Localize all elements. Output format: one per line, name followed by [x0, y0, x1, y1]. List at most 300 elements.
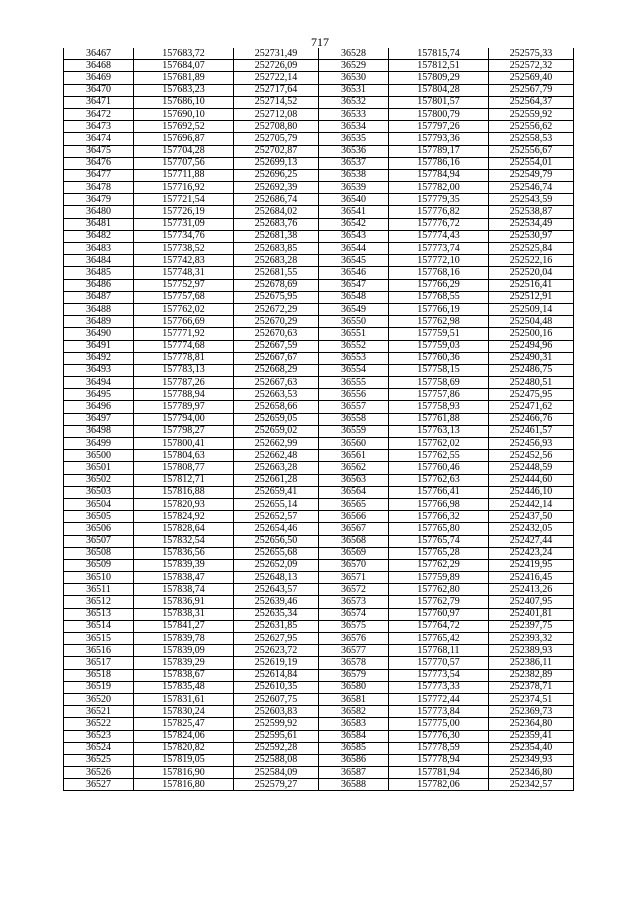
- cell-x-coordinate: 157762,02: [389, 438, 489, 450]
- cell-x-coordinate: 157839,78: [134, 633, 234, 645]
- cell-x-coordinate: 157815,74: [389, 48, 489, 60]
- cell-point-number: 36565: [319, 498, 389, 510]
- cell-y-coordinate: 252658,66: [234, 401, 319, 413]
- cell-y-coordinate: 252708,80: [234, 121, 319, 133]
- cell-point-number: 36568: [319, 535, 389, 547]
- cell-x-coordinate: 157773,54: [389, 669, 489, 681]
- cell-y-coordinate: 252714,52: [234, 96, 319, 108]
- table-row: [64, 48, 574, 60]
- cell-y-coordinate: 252554,01: [489, 157, 574, 169]
- cell-y-coordinate: 252546,74: [489, 182, 574, 194]
- cell-y-coordinate: 252627,95: [234, 633, 319, 645]
- cell-point-number: 36521: [64, 706, 134, 718]
- table-row: [64, 230, 574, 242]
- cell-point-number: 36552: [319, 340, 389, 352]
- cell-x-coordinate: 157804,63: [134, 450, 234, 462]
- cell-x-coordinate: 157812,51: [389, 60, 489, 72]
- cell-x-coordinate: 157782,00: [389, 182, 489, 194]
- cell-y-coordinate: 252437,50: [489, 511, 574, 523]
- cell-point-number: 36566: [319, 511, 389, 523]
- cell-point-number: 36467: [64, 48, 134, 60]
- cell-y-coordinate: 252659,05: [234, 413, 319, 425]
- cell-y-coordinate: 252525,84: [489, 243, 574, 255]
- cell-point-number: 36562: [319, 462, 389, 474]
- table-row: [64, 60, 574, 72]
- cell-x-coordinate: 157839,39: [134, 559, 234, 571]
- cell-point-number: 36577: [319, 645, 389, 657]
- cell-y-coordinate: 252588,08: [234, 754, 319, 766]
- cell-y-coordinate: 252684,02: [234, 206, 319, 218]
- table-row: [64, 352, 574, 364]
- cell-y-coordinate: 252397,75: [489, 620, 574, 632]
- table-row: [64, 194, 574, 206]
- table-row: [64, 572, 574, 584]
- table-row: [64, 706, 574, 718]
- cell-x-coordinate: 157738,52: [134, 243, 234, 255]
- cell-point-number: 36485: [64, 267, 134, 279]
- cell-y-coordinate: 252494,96: [489, 340, 574, 352]
- cell-point-number: 36495: [64, 389, 134, 401]
- cell-x-coordinate: 157760,97: [389, 608, 489, 620]
- cell-y-coordinate: 252346,80: [489, 767, 574, 779]
- cell-point-number: 36533: [319, 108, 389, 120]
- table-row: [64, 121, 574, 133]
- cell-y-coordinate: 252534,49: [489, 218, 574, 230]
- cell-y-coordinate: 252662,48: [234, 450, 319, 462]
- cell-point-number: 36582: [319, 706, 389, 718]
- table-row: [64, 267, 574, 279]
- cell-y-coordinate: 252631,85: [234, 620, 319, 632]
- cell-y-coordinate: 252382,89: [489, 669, 574, 681]
- cell-y-coordinate: 252663,53: [234, 389, 319, 401]
- cell-y-coordinate: 252667,59: [234, 340, 319, 352]
- table-row: [64, 255, 574, 267]
- cell-point-number: 36493: [64, 364, 134, 376]
- cell-y-coordinate: 252369,73: [489, 706, 574, 718]
- cell-x-coordinate: 157765,80: [389, 523, 489, 535]
- cell-y-coordinate: 252564,37: [489, 96, 574, 108]
- cell-x-coordinate: 157781,94: [389, 767, 489, 779]
- cell-point-number: 36530: [319, 72, 389, 84]
- table-row: [64, 547, 574, 559]
- table-row: [64, 633, 574, 645]
- cell-point-number: 36523: [64, 730, 134, 742]
- cell-x-coordinate: 157766,32: [389, 511, 489, 523]
- table-row: [64, 169, 574, 181]
- cell-y-coordinate: 252603,83: [234, 706, 319, 718]
- cell-x-coordinate: 157760,46: [389, 462, 489, 474]
- cell-x-coordinate: 157778,94: [389, 754, 489, 766]
- table-row: [64, 279, 574, 291]
- cell-y-coordinate: 252670,63: [234, 328, 319, 340]
- cell-x-coordinate: 157835,48: [134, 681, 234, 693]
- cell-y-coordinate: 252610,35: [234, 681, 319, 693]
- cell-point-number: 36557: [319, 401, 389, 413]
- cell-point-number: 36510: [64, 572, 134, 584]
- cell-x-coordinate: 157804,28: [389, 84, 489, 96]
- cell-y-coordinate: 252349,93: [489, 754, 574, 766]
- cell-x-coordinate: 157782,06: [389, 779, 489, 791]
- cell-point-number: 36468: [64, 60, 134, 72]
- cell-x-coordinate: 157824,06: [134, 730, 234, 742]
- cell-x-coordinate: 157801,57: [389, 96, 489, 108]
- cell-y-coordinate: 252461,57: [489, 425, 574, 437]
- cell-point-number: 36473: [64, 121, 134, 133]
- cell-point-number: 36503: [64, 486, 134, 498]
- cell-point-number: 36482: [64, 230, 134, 242]
- cell-x-coordinate: 157831,61: [134, 693, 234, 705]
- cell-y-coordinate: 252558,53: [489, 133, 574, 145]
- table-row: [64, 462, 574, 474]
- cell-point-number: 36540: [319, 194, 389, 206]
- cell-point-number: 36476: [64, 157, 134, 169]
- cell-y-coordinate: 252652,57: [234, 511, 319, 523]
- cell-y-coordinate: 252559,92: [489, 108, 574, 120]
- cell-point-number: 36584: [319, 730, 389, 742]
- cell-point-number: 36494: [64, 377, 134, 389]
- cell-point-number: 36487: [64, 291, 134, 303]
- cell-y-coordinate: 252619,19: [234, 657, 319, 669]
- cell-x-coordinate: 157816,80: [134, 779, 234, 791]
- cell-point-number: 36573: [319, 596, 389, 608]
- cell-x-coordinate: 157761,88: [389, 413, 489, 425]
- cell-point-number: 36580: [319, 681, 389, 693]
- cell-point-number: 36535: [319, 133, 389, 145]
- cell-point-number: 36586: [319, 754, 389, 766]
- cell-point-number: 36547: [319, 279, 389, 291]
- table-row: [64, 523, 574, 535]
- cell-point-number: 36526: [64, 767, 134, 779]
- cell-point-number: 36555: [319, 377, 389, 389]
- cell-y-coordinate: 252416,45: [489, 572, 574, 584]
- cell-y-coordinate: 252717,64: [234, 84, 319, 96]
- cell-y-coordinate: 252512,91: [489, 291, 574, 303]
- cell-y-coordinate: 252692,39: [234, 182, 319, 194]
- cell-y-coordinate: 252466,76: [489, 413, 574, 425]
- cell-x-coordinate: 157768,16: [389, 267, 489, 279]
- cell-point-number: 36553: [319, 352, 389, 364]
- cell-x-coordinate: 157808,77: [134, 462, 234, 474]
- cell-point-number: 36504: [64, 498, 134, 510]
- cell-y-coordinate: 252556,62: [489, 121, 574, 133]
- cell-point-number: 36574: [319, 608, 389, 620]
- cell-y-coordinate: 252592,28: [234, 742, 319, 754]
- cell-x-coordinate: 157758,15: [389, 364, 489, 376]
- cell-point-number: 36543: [319, 230, 389, 242]
- cell-x-coordinate: 157776,82: [389, 206, 489, 218]
- table-row: [64, 364, 574, 376]
- cell-y-coordinate: 252342,57: [489, 779, 574, 791]
- table-row: [64, 340, 574, 352]
- cell-point-number: 36484: [64, 255, 134, 267]
- cell-y-coordinate: 252607,75: [234, 693, 319, 705]
- cell-x-coordinate: 157774,68: [134, 340, 234, 352]
- cell-y-coordinate: 252448,59: [489, 462, 574, 474]
- cell-y-coordinate: 252655,14: [234, 498, 319, 510]
- cell-point-number: 36514: [64, 620, 134, 632]
- cell-x-coordinate: 157776,72: [389, 218, 489, 230]
- cell-point-number: 36549: [319, 303, 389, 315]
- cell-x-coordinate: 157721,54: [134, 194, 234, 206]
- cell-point-number: 36542: [319, 218, 389, 230]
- cell-x-coordinate: 157757,86: [389, 389, 489, 401]
- cell-x-coordinate: 157830,24: [134, 706, 234, 718]
- cell-x-coordinate: 157762,55: [389, 450, 489, 462]
- cell-point-number: 36536: [319, 145, 389, 157]
- cell-x-coordinate: 157773,84: [389, 706, 489, 718]
- table-row: [64, 401, 574, 413]
- cell-point-number: 36470: [64, 84, 134, 96]
- table-row: [64, 145, 574, 157]
- cell-x-coordinate: 157711,88: [134, 169, 234, 181]
- cell-point-number: 36499: [64, 438, 134, 450]
- table-row: [64, 72, 574, 84]
- cell-point-number: 36480: [64, 206, 134, 218]
- page-number: 717: [311, 35, 329, 49]
- cell-x-coordinate: 157778,59: [389, 742, 489, 754]
- cell-x-coordinate: 157686,10: [134, 96, 234, 108]
- cell-x-coordinate: 157789,17: [389, 145, 489, 157]
- cell-y-coordinate: 252490,31: [489, 352, 574, 364]
- cell-point-number: 36525: [64, 754, 134, 766]
- cell-x-coordinate: 157766,69: [134, 316, 234, 328]
- cell-y-coordinate: 252393,32: [489, 633, 574, 645]
- cell-x-coordinate: 157770,57: [389, 657, 489, 669]
- cell-y-coordinate: 252427,44: [489, 535, 574, 547]
- coordinates-table-body: [64, 48, 574, 791]
- cell-y-coordinate: 252656,50: [234, 535, 319, 547]
- cell-y-coordinate: 252699,13: [234, 157, 319, 169]
- cell-y-coordinate: 252442,14: [489, 498, 574, 510]
- cell-point-number: 36509: [64, 559, 134, 571]
- cell-point-number: 36483: [64, 243, 134, 255]
- cell-y-coordinate: 252667,67: [234, 352, 319, 364]
- cell-point-number: 36478: [64, 182, 134, 194]
- cell-point-number: 36527: [64, 779, 134, 791]
- cell-x-coordinate: 157766,98: [389, 498, 489, 510]
- cell-y-coordinate: 252623,72: [234, 645, 319, 657]
- cell-point-number: 36513: [64, 608, 134, 620]
- cell-point-number: 36488: [64, 303, 134, 315]
- cell-y-coordinate: 252599,92: [234, 718, 319, 730]
- cell-x-coordinate: 157766,41: [389, 486, 489, 498]
- coordinates-table: [63, 48, 574, 791]
- cell-point-number: 36551: [319, 328, 389, 340]
- cell-x-coordinate: 157820,93: [134, 498, 234, 510]
- cell-x-coordinate: 157809,29: [389, 72, 489, 84]
- table-row: [64, 718, 574, 730]
- cell-point-number: 36556: [319, 389, 389, 401]
- cell-point-number: 36520: [64, 693, 134, 705]
- cell-point-number: 36544: [319, 243, 389, 255]
- cell-y-coordinate: 252444,60: [489, 474, 574, 486]
- cell-y-coordinate: 252386,11: [489, 657, 574, 669]
- cell-x-coordinate: 157778,81: [134, 352, 234, 364]
- cell-x-coordinate: 157766,29: [389, 279, 489, 291]
- table-row: [64, 584, 574, 596]
- table-row: [64, 291, 574, 303]
- cell-x-coordinate: 157838,74: [134, 584, 234, 596]
- cell-y-coordinate: 252567,79: [489, 84, 574, 96]
- cell-x-coordinate: 157838,31: [134, 608, 234, 620]
- cell-x-coordinate: 157768,55: [389, 291, 489, 303]
- cell-point-number: 36583: [319, 718, 389, 730]
- cell-y-coordinate: 252419,95: [489, 559, 574, 571]
- cell-y-coordinate: 252659,41: [234, 486, 319, 498]
- table-row: [64, 389, 574, 401]
- cell-y-coordinate: 252614,84: [234, 669, 319, 681]
- table-row: [64, 608, 574, 620]
- cell-x-coordinate: 157788,94: [134, 389, 234, 401]
- cell-point-number: 36486: [64, 279, 134, 291]
- cell-x-coordinate: 157762,79: [389, 596, 489, 608]
- cell-point-number: 36575: [319, 620, 389, 632]
- cell-x-coordinate: 157794,00: [134, 413, 234, 425]
- table-row: [64, 754, 574, 766]
- cell-y-coordinate: 252726,09: [234, 60, 319, 72]
- cell-point-number: 36564: [319, 486, 389, 498]
- cell-point-number: 36546: [319, 267, 389, 279]
- cell-y-coordinate: 252712,08: [234, 108, 319, 120]
- cell-y-coordinate: 252648,13: [234, 572, 319, 584]
- table-row: [64, 596, 574, 608]
- table-row: [64, 108, 574, 120]
- cell-y-coordinate: 252678,69: [234, 279, 319, 291]
- cell-x-coordinate: 157772,44: [389, 693, 489, 705]
- cell-point-number: 36569: [319, 547, 389, 559]
- cell-x-coordinate: 157696,87: [134, 133, 234, 145]
- cell-x-coordinate: 157759,89: [389, 572, 489, 584]
- cell-point-number: 36479: [64, 194, 134, 206]
- cell-y-coordinate: 252654,46: [234, 523, 319, 535]
- table-row: [64, 206, 574, 218]
- cell-x-coordinate: 157681,89: [134, 72, 234, 84]
- cell-y-coordinate: 252530,97: [489, 230, 574, 242]
- cell-x-coordinate: 157716,92: [134, 182, 234, 194]
- cell-y-coordinate: 252549,79: [489, 169, 574, 181]
- cell-point-number: 36561: [319, 450, 389, 462]
- cell-y-coordinate: 252661,28: [234, 474, 319, 486]
- cell-x-coordinate: 157683,72: [134, 48, 234, 60]
- cell-point-number: 36498: [64, 425, 134, 437]
- cell-point-number: 36532: [319, 96, 389, 108]
- table-row: [64, 559, 574, 571]
- cell-point-number: 36538: [319, 169, 389, 181]
- cell-point-number: 36576: [319, 633, 389, 645]
- cell-point-number: 36528: [319, 48, 389, 60]
- cell-point-number: 36477: [64, 169, 134, 181]
- cell-point-number: 36517: [64, 657, 134, 669]
- cell-y-coordinate: 252667,63: [234, 377, 319, 389]
- cell-x-coordinate: 157759,03: [389, 340, 489, 352]
- cell-point-number: 36548: [319, 291, 389, 303]
- cell-x-coordinate: 157742,83: [134, 255, 234, 267]
- cell-y-coordinate: 252456,93: [489, 438, 574, 450]
- cell-point-number: 36516: [64, 645, 134, 657]
- cell-y-coordinate: 252520,04: [489, 267, 574, 279]
- cell-point-number: 36539: [319, 182, 389, 194]
- cell-y-coordinate: 252480,51: [489, 377, 574, 389]
- cell-y-coordinate: 252423,24: [489, 547, 574, 559]
- cell-y-coordinate: 252556,67: [489, 145, 574, 157]
- cell-y-coordinate: 252686,74: [234, 194, 319, 206]
- table-row: [64, 657, 574, 669]
- cell-point-number: 36515: [64, 633, 134, 645]
- table-row: [64, 645, 574, 657]
- table-row: [64, 669, 574, 681]
- cell-y-coordinate: 252509,14: [489, 303, 574, 315]
- table-row: [64, 425, 574, 437]
- cell-y-coordinate: 252579,27: [234, 779, 319, 791]
- cell-y-coordinate: 252569,40: [489, 72, 574, 84]
- cell-point-number: 36474: [64, 133, 134, 145]
- cell-y-coordinate: 252663,28: [234, 462, 319, 474]
- cell-point-number: 36572: [319, 584, 389, 596]
- cell-point-number: 36500: [64, 450, 134, 462]
- cell-point-number: 36588: [319, 779, 389, 791]
- table-row: [64, 681, 574, 693]
- table-row: [64, 218, 574, 230]
- cell-x-coordinate: 157734,76: [134, 230, 234, 242]
- cell-x-coordinate: 157841,27: [134, 620, 234, 632]
- table-row: [64, 486, 574, 498]
- cell-point-number: 36585: [319, 742, 389, 754]
- cell-point-number: 36587: [319, 767, 389, 779]
- table-row: [64, 438, 574, 450]
- cell-point-number: 36492: [64, 352, 134, 364]
- cell-y-coordinate: 252432,05: [489, 523, 574, 535]
- cell-point-number: 36554: [319, 364, 389, 376]
- cell-point-number: 36534: [319, 121, 389, 133]
- cell-x-coordinate: 157773,33: [389, 681, 489, 693]
- cell-x-coordinate: 157816,90: [134, 767, 234, 779]
- table-row: [64, 413, 574, 425]
- cell-x-coordinate: 157793,36: [389, 133, 489, 145]
- cell-y-coordinate: 252538,87: [489, 206, 574, 218]
- cell-y-coordinate: 252522,16: [489, 255, 574, 267]
- table-row: [64, 133, 574, 145]
- cell-y-coordinate: 252413,26: [489, 584, 574, 596]
- cell-x-coordinate: 157759,51: [389, 328, 489, 340]
- cell-point-number: 36550: [319, 316, 389, 328]
- cell-x-coordinate: 157762,98: [389, 316, 489, 328]
- cell-point-number: 36489: [64, 316, 134, 328]
- cell-x-coordinate: 157771,92: [134, 328, 234, 340]
- cell-x-coordinate: 157768,11: [389, 645, 489, 657]
- table-row: [64, 157, 574, 169]
- cell-point-number: 36507: [64, 535, 134, 547]
- table-row: [64, 742, 574, 754]
- cell-point-number: 36559: [319, 425, 389, 437]
- cell-x-coordinate: 157762,29: [389, 559, 489, 571]
- table-row: [64, 316, 574, 328]
- cell-x-coordinate: 157838,67: [134, 669, 234, 681]
- cell-y-coordinate: 252659,02: [234, 425, 319, 437]
- cell-x-coordinate: 157836,56: [134, 547, 234, 559]
- cell-x-coordinate: 157784,94: [389, 169, 489, 181]
- table-row: [64, 303, 574, 315]
- cell-point-number: 36519: [64, 681, 134, 693]
- cell-x-coordinate: 157839,09: [134, 645, 234, 657]
- cell-x-coordinate: 157752,97: [134, 279, 234, 291]
- cell-point-number: 36508: [64, 547, 134, 559]
- cell-x-coordinate: 157812,71: [134, 474, 234, 486]
- cell-y-coordinate: 252407,95: [489, 596, 574, 608]
- cell-x-coordinate: 157839,29: [134, 657, 234, 669]
- cell-y-coordinate: 252635,34: [234, 608, 319, 620]
- cell-y-coordinate: 252662,99: [234, 438, 319, 450]
- cell-x-coordinate: 157765,74: [389, 535, 489, 547]
